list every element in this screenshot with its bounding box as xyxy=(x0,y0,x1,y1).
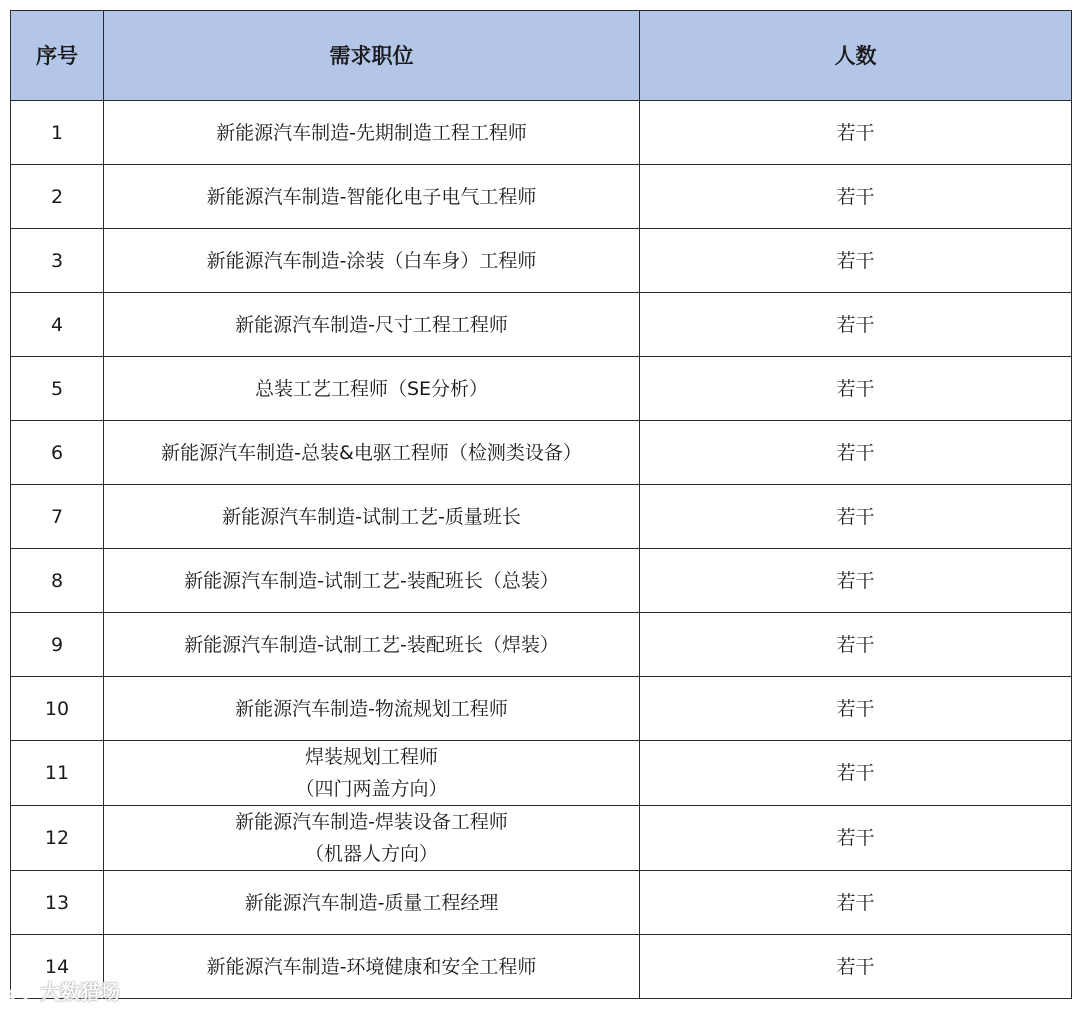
row-position xyxy=(104,806,640,871)
row-position xyxy=(104,357,640,421)
table-body xyxy=(11,101,1072,999)
row-count: 若干 xyxy=(640,229,1072,293)
row-count: 若干 xyxy=(640,549,1072,613)
table-row xyxy=(11,165,1072,229)
position-text: （机器人方向） xyxy=(304,843,438,865)
table-row xyxy=(11,357,1072,421)
row-index: 4 xyxy=(11,293,104,357)
row-position xyxy=(104,293,640,357)
position-text: 新能源汽车制造-试制工艺-装配班长（总装） xyxy=(184,569,559,592)
header-index: 序号 xyxy=(11,11,104,101)
watermark-text: 大数猎场 xyxy=(40,980,120,1004)
row-count: 若干 xyxy=(640,165,1072,229)
table-row xyxy=(11,421,1072,485)
row-count: 若干 xyxy=(640,293,1072,357)
position-text: 新能源汽车制造-质量工程经理 xyxy=(244,891,499,914)
position-text: 新能源汽车制造-智能化电子电气工程师 xyxy=(206,185,537,208)
row-index: 5 xyxy=(11,357,104,421)
position-text: 总装工艺工程师（SE分析） xyxy=(254,377,489,400)
position-text: 新能源汽车制造-尺寸工程工程师 xyxy=(235,313,508,336)
row-index: 13 xyxy=(11,871,104,935)
row-position xyxy=(104,421,640,485)
table-row xyxy=(11,935,1072,999)
table-row xyxy=(11,229,1072,293)
row-count: 若干 xyxy=(640,871,1072,935)
position-text: 新能源汽车制造-试制工艺-装配班长（焊装） xyxy=(184,633,559,656)
row-count: 若干 xyxy=(640,357,1072,421)
row-index: 8 xyxy=(11,549,104,613)
table-row xyxy=(11,741,1072,806)
row-count: 若干 xyxy=(640,741,1072,806)
row-position xyxy=(104,229,640,293)
table-row xyxy=(11,485,1072,549)
position-text: 新能源汽车制造-涂装（白车身）工程师 xyxy=(206,249,537,272)
position-text: 新能源汽车制造-环境健康和安全工程师 xyxy=(206,955,537,978)
row-index: 7 xyxy=(11,485,104,549)
row-count: 若干 xyxy=(640,806,1072,871)
header-row xyxy=(11,11,1072,101)
row-index: 6 xyxy=(11,421,104,485)
row-index: 12 xyxy=(11,806,104,871)
position-text: 新能源汽车制造-先期制造工程工程师 xyxy=(216,121,527,144)
header-position: 需求职位 xyxy=(104,11,640,101)
row-index: 2 xyxy=(11,165,104,229)
row-position xyxy=(104,871,640,935)
table-row xyxy=(11,613,1072,677)
row-position xyxy=(104,101,640,165)
row-index: 10 xyxy=(11,677,104,741)
row-index: 1 xyxy=(11,101,104,165)
row-count: 若干 xyxy=(640,485,1072,549)
row-count: 若干 xyxy=(640,677,1072,741)
row-count: 若干 xyxy=(640,101,1072,165)
row-count: 若干 xyxy=(640,613,1072,677)
row-count: 若干 xyxy=(640,935,1072,999)
row-index: 9 xyxy=(11,613,104,677)
row-position xyxy=(104,677,640,741)
row-position xyxy=(104,613,640,677)
table-row xyxy=(11,549,1072,613)
row-position xyxy=(104,935,640,999)
position-text: 新能源汽车制造-焊装设备工程师 xyxy=(235,811,508,833)
row-position xyxy=(104,485,640,549)
position-text: 新能源汽车制造-物流规划工程师 xyxy=(235,697,508,720)
row-count: 若干 xyxy=(640,421,1072,485)
table-row xyxy=(11,293,1072,357)
row-index: 11 xyxy=(11,741,104,806)
position-text: （四门两盖方向） xyxy=(295,778,448,800)
table-header xyxy=(11,11,1072,101)
position-text: 新能源汽车制造-总装&电驱工程师（检测类设备） xyxy=(161,441,582,464)
header-count: 人数 xyxy=(640,11,1072,101)
position-text: 焊装规划工程师 xyxy=(304,746,438,768)
table-row xyxy=(11,677,1072,741)
row-position xyxy=(104,741,640,806)
table-row xyxy=(11,871,1072,935)
table-row xyxy=(11,101,1072,165)
position-text: 新能源汽车制造-试制工艺-质量班长 xyxy=(222,505,521,528)
job-openings-table xyxy=(10,10,1072,999)
row-position xyxy=(104,165,640,229)
table-row xyxy=(11,806,1072,871)
row-position xyxy=(104,549,640,613)
row-index: 3 xyxy=(11,229,104,293)
row-index: 14 xyxy=(11,935,104,999)
